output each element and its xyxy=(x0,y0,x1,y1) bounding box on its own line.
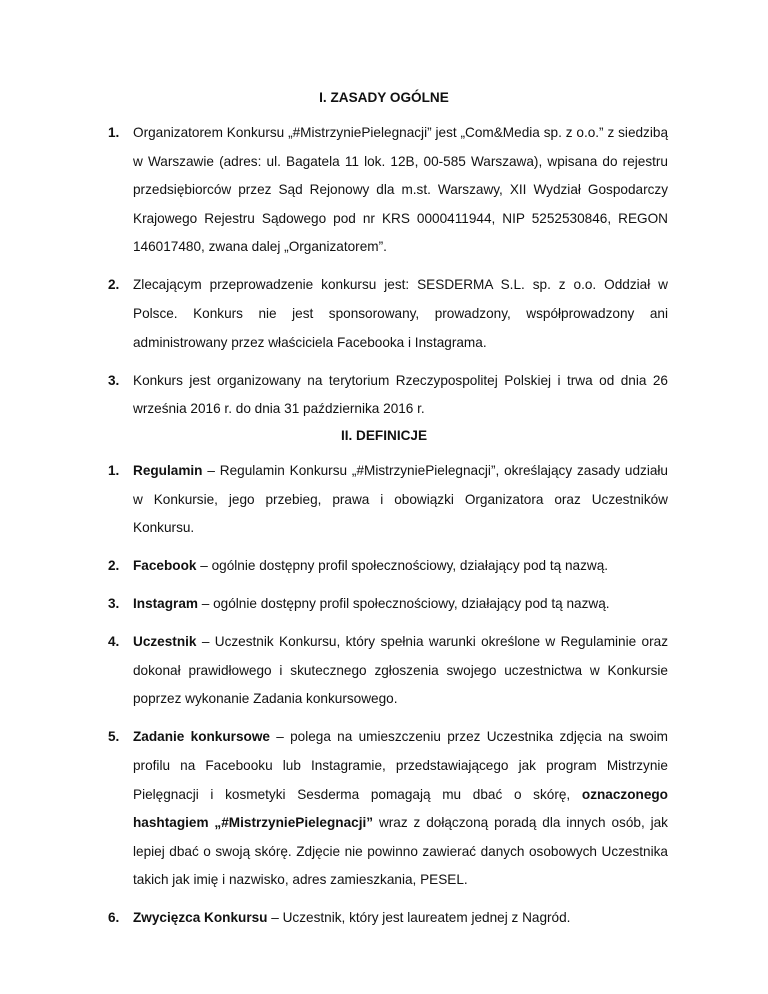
item-number: 1. xyxy=(108,463,120,478)
section-heading-zasady-ogolne: I. ZASADY OGÓLNE xyxy=(319,90,449,105)
item-number: 3. xyxy=(108,372,120,388)
definition-term: Facebook xyxy=(133,558,197,574)
definition-term: Zwycięzca Konkursu xyxy=(133,910,268,926)
rule-item-3 xyxy=(108,367,668,424)
item-number: 4. xyxy=(108,634,120,650)
definition-term: Regulamin xyxy=(133,463,203,478)
definition-item-zadanie-konkursowe xyxy=(108,723,668,895)
definition-item-zwyciezca xyxy=(108,904,668,933)
item-number: 6. xyxy=(108,910,120,926)
item-number: 5. xyxy=(108,729,120,745)
definition-item-facebook xyxy=(108,552,668,581)
definition-text: – Uczestnik Konkursu, który spełnia warunki określone w Regulaminie oraz dokonał prawidłowego i skutecznego zgłoszenia swojego uczestnictwa w Konkursie poprzez wykonanie Zadania konkursowego. xyxy=(133,634,668,707)
definition-text: – ogólnie dostępny profil społecznościowy, działający pod tą nazwą. xyxy=(196,558,609,574)
definition-text: – ogólnie dostępny profil społecznościowy, działający pod tą nazwą. xyxy=(197,596,610,612)
definition-item-regulamin xyxy=(108,457,668,543)
definition-term: Instagram xyxy=(133,596,198,612)
item-number: 2. xyxy=(108,558,120,574)
definition-text: wraz z dołączoną poradą dla innych osób, jak lepiej dbać o swoją skórę. Zdjęcie nie powinno zawierać danych osobowych Uczestnika takich jak imię i nazwisko, adres zamieszkania, PESEL. xyxy=(133,815,668,888)
definition-text: – polega na umieszczeniu przez Uczestnika zdjęcia na swoim profilu na Facebooku lub Instagramie, przedstawiającego jak program Mistrzynie Pielęgnacji i kosmetyki Sesderma pomagają mu dbać o skórę, xyxy=(133,729,668,802)
rule-item-2 xyxy=(108,271,668,357)
item-number: 2. xyxy=(108,277,120,293)
definition-item-instagram xyxy=(108,590,668,619)
definition-item-uczestnik xyxy=(108,628,668,714)
definition-term: Uczestnik xyxy=(133,634,197,650)
item-number: 3. xyxy=(108,596,120,612)
item-text: Zlecającym przeprowadzenie konkursu jest: SESDERMA S.L. sp. z o.o. Oddział w Polsce. Konkurs nie jest sponsorowany, prowadzony, współprowadzony ani administrowany przez właściciela Facebooka i Instagrama. xyxy=(133,277,668,350)
definition-term: Zadanie konkursowe xyxy=(133,729,270,745)
rule-item-1 xyxy=(108,119,668,262)
definitions-list xyxy=(108,457,668,933)
definition-text: – Uczestnik, który jest laureatem jednej z Nagród. xyxy=(267,910,571,926)
item-text: Konkurs jest organizowany na terytorium Rzeczypospolitej Polskiej i trwa od dnia 26 września 2016 r. do dnia 31 października 2016 r. xyxy=(133,372,668,417)
definition-text: – Regulamin Konkursu „#MistrzyniePielegnacji”, określający zasady udziału w Konkursie, jego przebieg, prawa i obowiązki Organizatora oraz Uczestników Konkursu. xyxy=(133,463,668,536)
general-rules-list xyxy=(108,119,668,424)
section-heading-definicje: II. DEFINICJE xyxy=(340,428,428,443)
definition-highlight: oznaczonego hashtagiem „#MistrzyniePielegnacji” xyxy=(133,786,668,831)
item-number: 1. xyxy=(108,125,120,140)
item-text: Organizatorem Konkursu „#MistrzyniePielegnacji” jest „Com&Media sp. z o.o.” z siedzibą w Warszawie (adres: ul. Bagatela 11 lok. 12B, 00-585 Warszawa), wpisana do rejestru przedsiębiorców przez Sąd Rejonowy dla m.st. Warszawy, XII Wydział Gospodarczy Krajowego Rejestru Sądowego pod nr KRS 0000411944, NIP 5252530846, REGON 146017480, zwana dalej „Organizatorem”. xyxy=(133,125,668,255)
